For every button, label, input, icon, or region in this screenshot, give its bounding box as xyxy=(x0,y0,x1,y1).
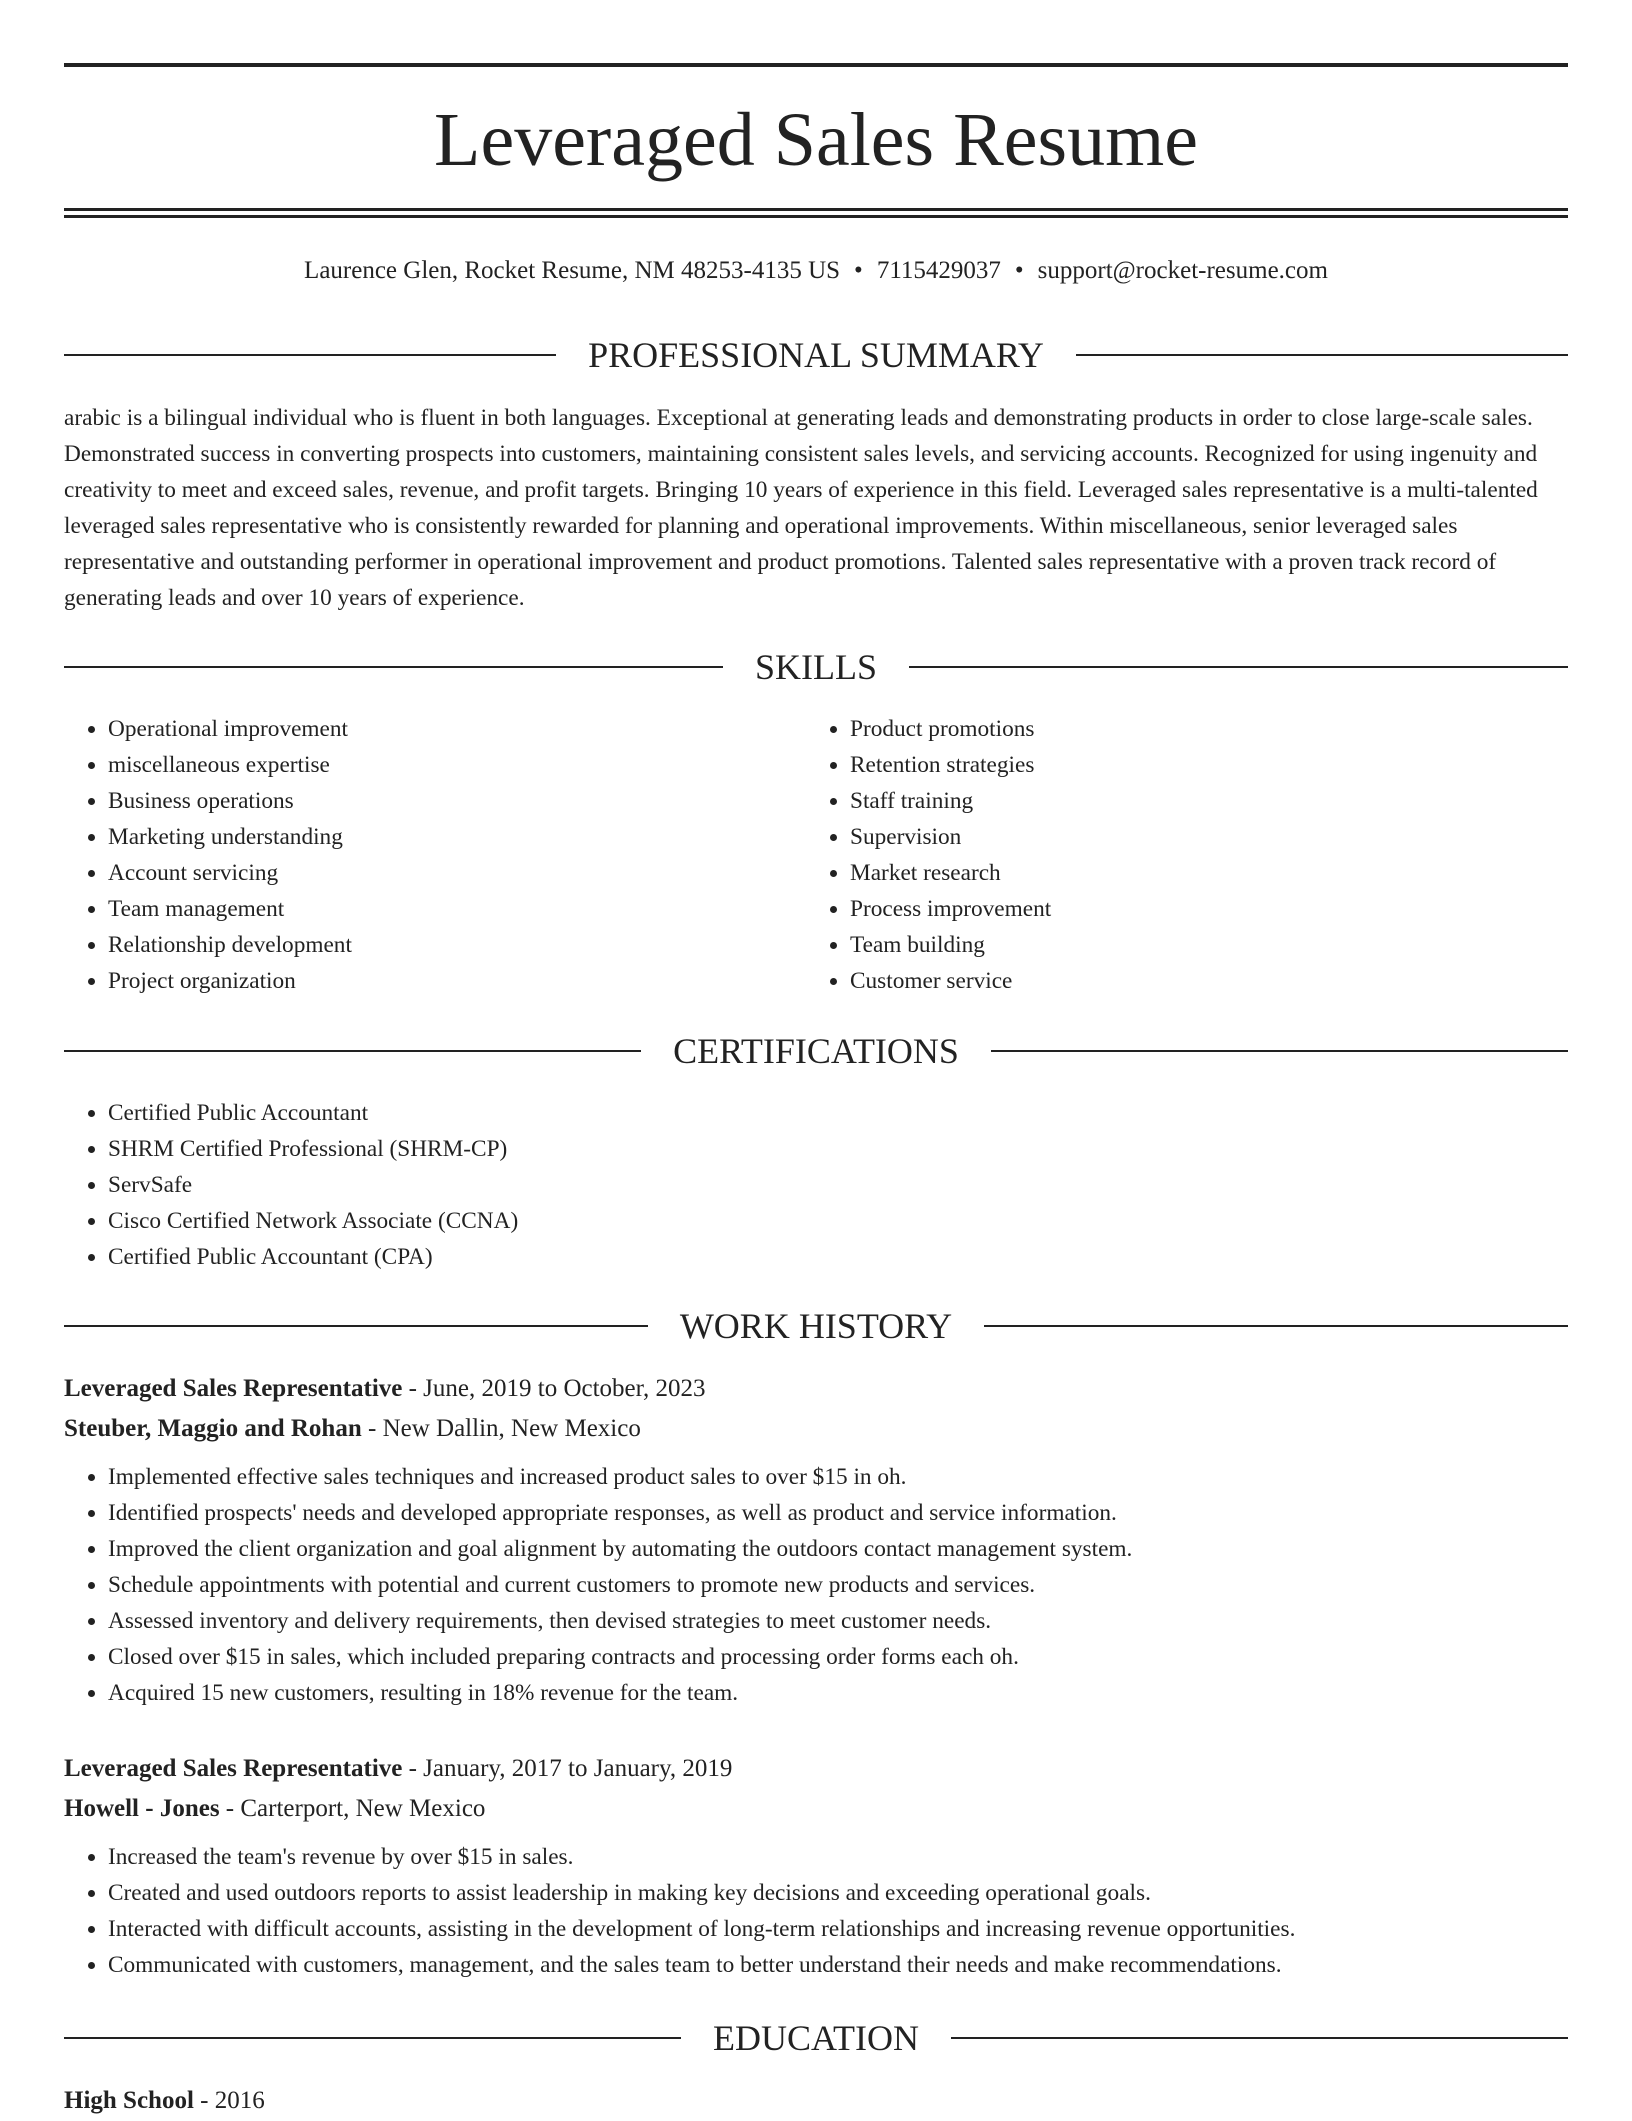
contact-separator: • xyxy=(854,257,863,284)
job-entry xyxy=(64,1749,1568,1983)
heading-rule xyxy=(64,666,723,668)
job-location: - New Dallin, New Mexico xyxy=(361,1415,641,1442)
job-title: Leveraged Sales Representative xyxy=(64,1375,403,1402)
job-company: Steuber, Maggio and Rohan xyxy=(64,1415,362,1442)
heading-rule xyxy=(909,666,1568,668)
education-entry xyxy=(64,2081,1568,2121)
contact-separator: • xyxy=(1014,257,1024,284)
section-title: PROFESSIONAL SUMMARY xyxy=(588,335,1044,375)
skills-column-right xyxy=(806,711,1548,999)
skill-item: • Relationship development xyxy=(108,927,806,963)
skill-item: • Project organization xyxy=(108,963,806,999)
skills-list xyxy=(64,711,1568,999)
certifications-list xyxy=(64,1095,1568,1275)
skill-item: • Team building xyxy=(850,927,1548,963)
job-dates: - June, 2019 to October, 2023 xyxy=(402,1375,706,1402)
summary-text: arabic is a bilingual individual who is fluent in both languages. Exceptional at generating leads and demonstrating products in order to close large-scale sales. Demonstrated success in converting prospects into customers, maintaining consistent sales levels, and servicing accounts. Recognized for using ingenuity and creativity to meet and exceed sales, revenue, and profit targets. Bringing 10 years of experience in this field. Leveraged sales representative is a multi-talented leveraged sales representative who is consistently rewarded for planning and operational improvements. Within miscellaneous, senior leveraged sales representative and outstanding performer in operational improvement and product promotions. Talented sales representative with a proven track record of generating leads and over 10 years of experience. xyxy=(64,405,1538,611)
skill-item: • Staff training xyxy=(850,783,1548,819)
skill-item: • Account servicing xyxy=(108,855,806,891)
title-rule-lower xyxy=(64,215,1568,218)
job-bullet: • Communicated with customers, management, and the sales team to better understand their needs and make recommendations. xyxy=(108,1947,1568,1983)
job-bullet: • Improved the client organization and goal alignment by automating the outdoors contact management system. xyxy=(108,1531,1568,1567)
job-bullet: • Implemented effective sales techniques and increased product sales to over $15 in oh. xyxy=(108,1459,1568,1495)
heading-rule xyxy=(1076,354,1568,356)
job-bullet: • Acquired 15 new customers, resulting in 18% revenue for the team. xyxy=(108,1675,1568,1711)
certification-item: • Cisco Certified Network Associate (CCNA) xyxy=(108,1203,1568,1239)
skill-item: • Retention strategies xyxy=(850,747,1548,783)
certification-item: • ServSafe xyxy=(108,1167,1568,1203)
section-heading-work-history xyxy=(64,1304,1568,1348)
certification-item: • Certified Public Accountant xyxy=(108,1095,1568,1131)
education-year: - 2016 xyxy=(193,2087,265,2114)
contact-phone: 7115429037 xyxy=(876,257,1001,284)
job-dates: - January, 2017 to January, 2019 xyxy=(402,1755,733,1782)
job-bullet: • Interacted with difficult accounts, assisting in the development of long-term relationships and increasing revenue opportunities. xyxy=(108,1911,1568,1947)
job-bullet: • Schedule appointments with potential and current customers to promote new products and services. xyxy=(108,1567,1568,1603)
skill-item: • Marketing understanding xyxy=(108,819,806,855)
job-entry xyxy=(64,1369,1568,1711)
contact-email: support@rocket-resume.com xyxy=(1037,257,1328,284)
skill-item: • Market research xyxy=(850,855,1548,891)
certification-item: • Certified Public Accountant (CPA) xyxy=(108,1239,1568,1275)
job-bullet: • Created and used outdoors reports to assist leadership in making key decisions and exceeding operational goals. xyxy=(108,1875,1568,1911)
resume-title: Leveraged Sales Resume xyxy=(434,98,1198,182)
heading-rule xyxy=(64,354,556,356)
section-title: WORK HISTORY xyxy=(679,1306,953,1346)
skill-item: • Business operations xyxy=(108,783,806,819)
certification-item: • SHRM Certified Professional (SHRM-CP) xyxy=(108,1131,1568,1167)
skill-item: • Product promotions xyxy=(850,711,1548,747)
section-title: CERTIFICATIONS xyxy=(673,1031,959,1071)
contact-address: Laurence Glen, Rocket Resume, NM 48253-4135 US xyxy=(304,257,841,284)
job-bullets xyxy=(64,1459,1568,1711)
job-bullet: • Identified prospects' needs and developed appropriate responses, as well as product and service information. xyxy=(108,1495,1568,1531)
heading-rule xyxy=(984,1325,1568,1327)
skill-item: • Process improvement xyxy=(850,891,1548,927)
job-bullets xyxy=(64,1839,1568,1983)
section-title: EDUCATION xyxy=(713,2018,919,2058)
job-title-line xyxy=(64,1369,1568,1409)
contact-line xyxy=(64,253,1568,289)
section-heading-education xyxy=(64,2016,1568,2060)
section-heading-skills xyxy=(64,645,1568,689)
skill-item: • miscellaneous expertise xyxy=(108,747,806,783)
heading-rule xyxy=(64,2037,681,2039)
skill-item: • Operational improvement xyxy=(108,711,806,747)
section-heading-summary xyxy=(64,333,1568,377)
heading-rule xyxy=(64,1325,648,1327)
top-rule xyxy=(64,63,1568,67)
skill-item: • Supervision xyxy=(850,819,1548,855)
skill-item: • Customer service xyxy=(850,963,1548,999)
job-bullet: • Closed over $15 in sales, which included preparing contracts and processing order forms each oh. xyxy=(108,1639,1568,1675)
job-company-line xyxy=(64,1409,1568,1449)
job-title: Leveraged Sales Representative xyxy=(64,1755,403,1782)
title-rule-upper xyxy=(64,208,1568,211)
section-title: SKILLS xyxy=(755,647,878,687)
heading-rule xyxy=(64,1050,641,1052)
skills-column-left xyxy=(64,711,806,999)
job-title-line xyxy=(64,1749,1568,1789)
job-bullet: • Assessed inventory and delivery requirements, then devised strategies to meet customer needs. xyxy=(108,1603,1568,1639)
job-location: - Carterport, New Mexico xyxy=(219,1795,486,1822)
job-company-line xyxy=(64,1789,1568,1829)
heading-rule xyxy=(951,2037,1568,2039)
job-bullet: • Increased the team's revenue by over $15 in sales. xyxy=(108,1839,1568,1875)
heading-rule xyxy=(991,1050,1568,1052)
section-heading-certifications xyxy=(64,1029,1568,1073)
job-company: Howell - Jones xyxy=(64,1795,220,1822)
skill-item: • Team management xyxy=(108,891,806,927)
education-degree: High School xyxy=(64,2087,194,2114)
